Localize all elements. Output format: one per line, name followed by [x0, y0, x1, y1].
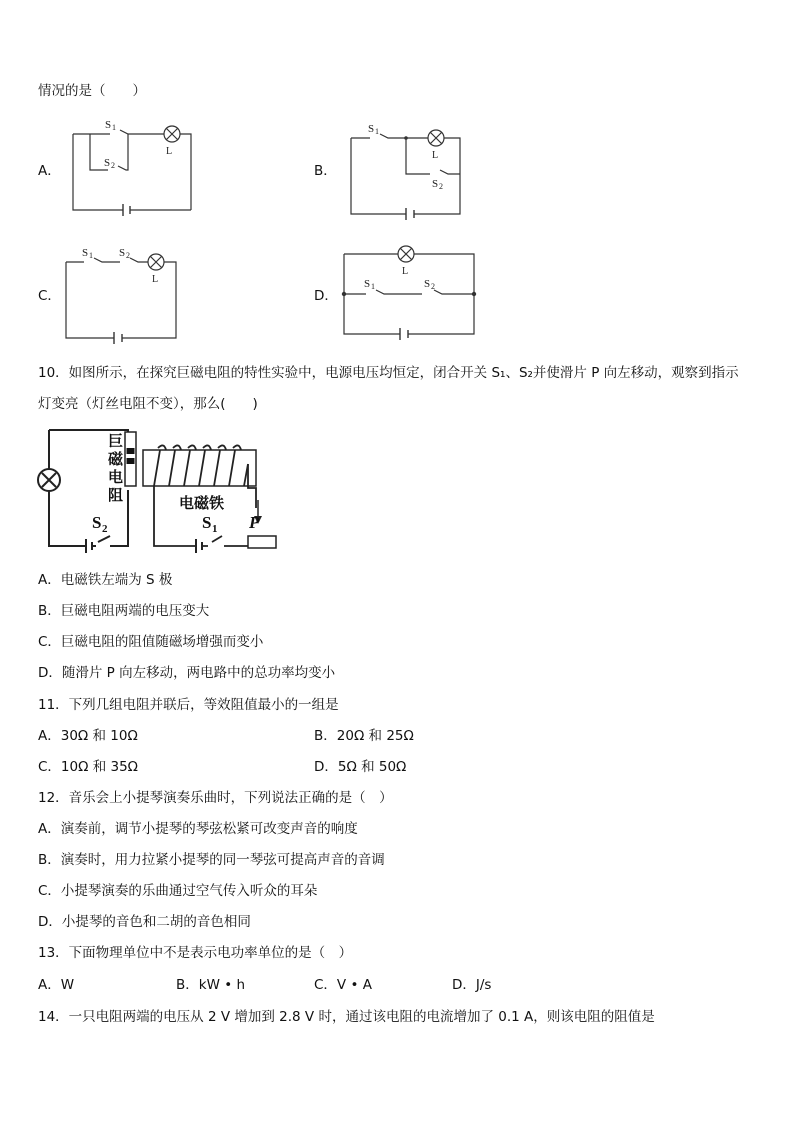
q9-c-s2-label: S — [119, 247, 126, 259]
q9-d-lamp-label: L — [402, 266, 409, 277]
q13-option-d: D．J/s — [452, 977, 492, 993]
q9-option-d-letter: D． — [314, 288, 338, 304]
q10-option-c: C．巨磁电阻的阻值随磁场增强而变小 — [38, 634, 264, 650]
q10-gmr-char-4: 阻 — [108, 488, 124, 504]
q10-gmr-char-2: 磁 — [108, 452, 124, 468]
q9-stem-tail: 情况的是（ ） — [38, 83, 146, 99]
q9-a-lamp-label: L — [166, 146, 173, 157]
q11-option-a: A．30Ω 和 10Ω — [38, 728, 138, 744]
q9-b-s2-sub: 2 — [439, 182, 443, 191]
q13-option-a: A．W — [38, 977, 75, 993]
q9-option-a-letter: A． — [38, 163, 61, 179]
q11-option-d: D．5Ω 和 50Ω — [314, 759, 407, 775]
q9-a-s2-sub: 2 — [111, 161, 115, 170]
q9-circuit-c — [64, 248, 184, 328]
q9-c-lamp-label: L — [152, 274, 159, 285]
q9-b-s1-sub: 1 — [375, 127, 379, 136]
q9-d-s2-label: S — [424, 278, 431, 290]
q9-circuit-a — [68, 120, 198, 210]
q10-option-b: B．巨磁电阻两端的电压变大 — [38, 603, 210, 619]
q11-option-c: C．10Ω 和 35Ω — [38, 759, 138, 775]
q9-b-s2-label: S — [432, 178, 439, 190]
q11-stem: 11．下列几组电阻并联后，等效阻值最小的一组是 — [38, 697, 339, 713]
q9-d-s2-sub: 2 — [431, 282, 435, 291]
q14-stem: 14．一只电阻两端的电压从 2 V 增加到 2.8 V 时，通过该电阻的电流增加了 0.1 A，则该电阻的阻值是 — [38, 1009, 655, 1025]
q9-option-c-letter: C． — [38, 288, 61, 304]
q12-stem: 12．音乐会上小提琴演奏乐曲时，下列说法正确的是（ ） — [38, 790, 393, 806]
q10-s2-label: S — [92, 513, 102, 532]
q12-option-b: B．演奏时，用力拉紧小提琴的同一琴弦可提高声音的音调 — [38, 852, 385, 868]
q13-stem: 13．下面物理单位中不是表示电功率单位的是（ ） — [38, 945, 353, 961]
q9-a-s1-label: S — [105, 119, 112, 131]
q10-option-d: D．随滑片 P 向左移动，两电路中的总功率均变小 — [38, 665, 336, 681]
q11-option-b: B．20Ω 和 25Ω — [314, 728, 414, 744]
q9-b-lamp-label: L — [432, 150, 439, 161]
q10-gmr-char-3: 电 — [108, 470, 124, 486]
q9-option-b-letter: B． — [314, 163, 337, 179]
q10-stem-line1: 10．如图所示，在探究巨磁电阻的特性实验中，电源电压均恒定，闭合开关 S₁、S₂并使滑片 P 向左移动，观察到指示 — [38, 365, 739, 381]
q9-d-s1-label: S — [364, 278, 371, 290]
q9-d-s1-sub: 1 — [371, 282, 375, 291]
q10-electromagnet-label: 电磁铁 — [179, 496, 225, 512]
q12-option-d: D．小提琴的音色和二胡的音色相同 — [38, 914, 251, 930]
q13-option-b: B．kW • h — [176, 977, 246, 993]
q12-option-c: C．小提琴演奏的乐曲通过空气传入听众的耳朵 — [38, 883, 318, 899]
q9-c-s2-sub: 2 — [126, 251, 130, 260]
q9-a-s1-sub: 1 — [112, 123, 116, 132]
q10-s1-sub: 1 — [212, 523, 218, 535]
q9-c-s1-sub: 1 — [89, 251, 93, 260]
q10-option-a: A．电磁铁左端为 S 极 — [38, 572, 173, 588]
q9-a-s2-label: S — [104, 157, 111, 169]
q9-circuit-b — [348, 122, 478, 212]
q10-gmr-char-1: 巨 — [108, 434, 124, 450]
q10-slider-label: P — [249, 513, 260, 532]
q10-s2-sub: 2 — [102, 523, 108, 535]
q10-figure — [36, 428, 276, 553]
q12-option-a: A．演奏前，调节小提琴的琴弦松紧可改变声音的响度 — [38, 821, 358, 837]
q9-b-s1-label: S — [368, 123, 375, 135]
q9-circuit-d — [342, 240, 482, 340]
q9-c-s1-label: S — [82, 247, 89, 259]
q13-option-c: C．V • A — [314, 977, 372, 993]
q10-stem-line2: 灯变亮（灯丝电阻不变），那么( ) — [38, 396, 258, 412]
q10-s1-label: S — [202, 513, 212, 532]
